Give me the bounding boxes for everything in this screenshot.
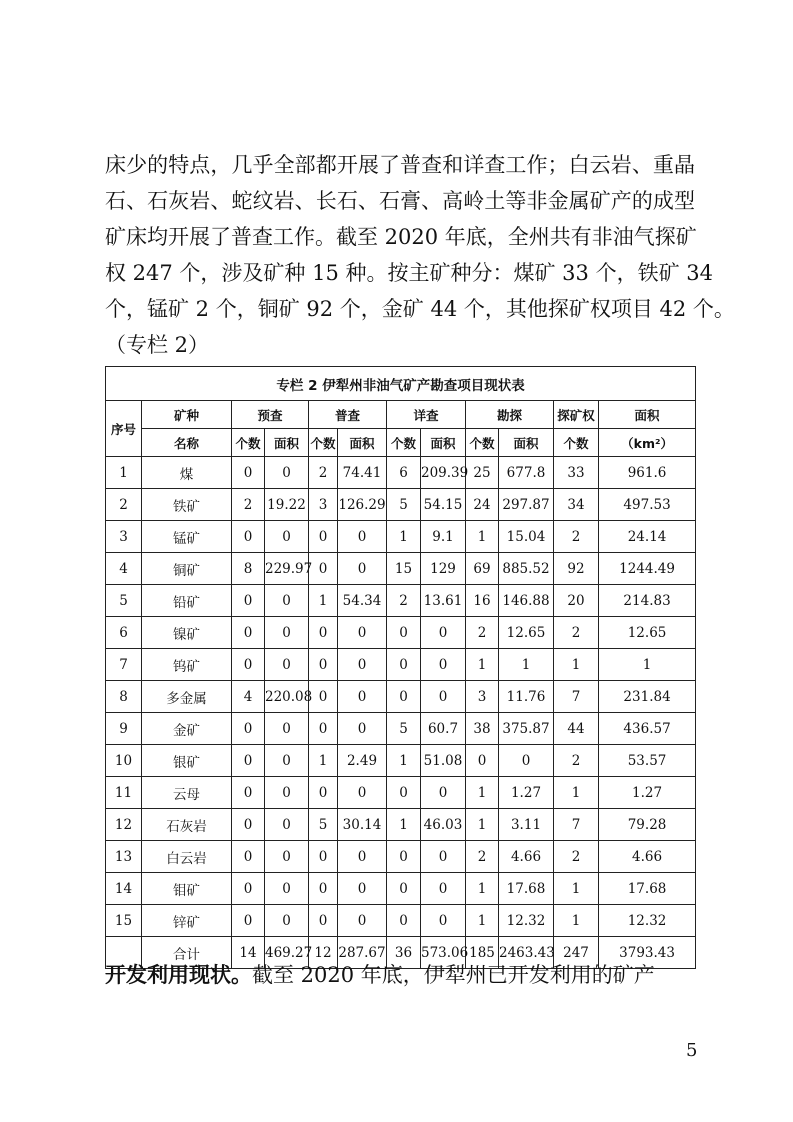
header-count: 个数 (232, 429, 265, 457)
table-cell: 0 (265, 873, 309, 905)
table-cell: 10 (106, 745, 142, 777)
table-cell: 1 (499, 649, 554, 681)
table-cell: 0 (309, 777, 338, 809)
table-cell: 2 (554, 841, 599, 873)
table-cell: 煤 (142, 457, 232, 489)
table-cell: 3 (466, 681, 499, 713)
table-cell: 5 (309, 809, 338, 841)
table-cell: 1 (106, 457, 142, 489)
table-cell: 11 (106, 777, 142, 809)
table-cell: 白云岩 (142, 841, 232, 873)
table-row (106, 809, 696, 841)
table-cell: 44 (554, 713, 599, 745)
table-cell: 375.87 (499, 713, 554, 745)
table-cell: 17.68 (599, 873, 696, 905)
table-cell: 4 (106, 553, 142, 585)
table-cell: 146.88 (499, 585, 554, 617)
table-cell: 4.66 (499, 841, 554, 873)
table-cell: 0 (387, 649, 421, 681)
table-cell: 0 (232, 745, 265, 777)
table-cell: 铁矿 (142, 489, 232, 521)
table-cell: 51.08 (421, 745, 466, 777)
table-cell: 13.61 (421, 585, 466, 617)
table-cell: 8 (232, 553, 265, 585)
header-detailed: 详查 (387, 401, 466, 429)
table-cell: 1 (387, 745, 421, 777)
table-cell: 6 (106, 617, 142, 649)
table-cell: 497.53 (599, 489, 696, 521)
table-row (106, 617, 696, 649)
table-cell: 0 (309, 521, 338, 553)
table-cell: 677.8 (499, 457, 554, 489)
table-cell: 0 (232, 521, 265, 553)
table-cell: 0 (387, 841, 421, 873)
table-row (106, 521, 696, 553)
table-row (106, 745, 696, 777)
table-cell: 石灰岩 (142, 809, 232, 841)
table-cell: 0 (338, 777, 387, 809)
table-row (106, 489, 696, 521)
table-cell: 19.22 (265, 489, 309, 521)
table-cell: 92 (554, 553, 599, 585)
table-cell: 60.7 (421, 713, 466, 745)
table-caption: 专栏 2 伊犁州非油气矿产勘查项目现状表 (106, 367, 696, 401)
table-cell: 0 (232, 777, 265, 809)
table-cell: 1 (309, 585, 338, 617)
table-row (106, 649, 696, 681)
table-cell: 0 (421, 873, 466, 905)
table-cell: 铅矿 (142, 585, 232, 617)
table-cell: 2 (554, 617, 599, 649)
table-cell: 多金属 (142, 681, 232, 713)
table-cell: 24.14 (599, 521, 696, 553)
header-mineral-top: 矿种 (142, 401, 232, 429)
table-cell: 53.57 (599, 745, 696, 777)
table-cell: 0 (265, 585, 309, 617)
paragraph-line: 个，锰矿 2 个，铜矿 92 个，金矿 44 个，其他探矿权项目 42 个。 (105, 297, 735, 321)
table-cell: 7 (554, 681, 599, 713)
table-row (106, 873, 696, 905)
header-area: 面积 (338, 429, 387, 457)
table-cell: 0 (265, 841, 309, 873)
table-cell: 0 (265, 809, 309, 841)
table-cell: 2 (309, 457, 338, 489)
table-cell: 2.49 (338, 745, 387, 777)
header-rights-top: 探矿权 (554, 401, 599, 429)
header-area: 面积 (265, 429, 309, 457)
table-cell: 0 (338, 873, 387, 905)
table-cell: 74.41 (338, 457, 387, 489)
header-mineral-bottom: 名称 (142, 429, 232, 457)
table-cell: 12 (309, 937, 338, 969)
table-cell: 0 (309, 713, 338, 745)
table-cell: 36 (387, 937, 421, 969)
table-cell: 1244.49 (599, 553, 696, 585)
table-cell: 0 (421, 777, 466, 809)
table-cell: 1 (554, 905, 599, 937)
page-number: 5 (686, 1040, 698, 1061)
table-cell: 镍矿 (142, 617, 232, 649)
table-cell: 4.66 (599, 841, 696, 873)
table-cell: 69 (466, 553, 499, 585)
table-cell: 30.14 (338, 809, 387, 841)
table-cell: 0 (387, 777, 421, 809)
header-count: 个数 (309, 429, 338, 457)
table-cell: 钨矿 (142, 649, 232, 681)
section-lead: 开发利用现状。 (105, 963, 252, 987)
table-cell: 银矿 (142, 745, 232, 777)
table-cell: 2 (466, 617, 499, 649)
table-cell: 214.83 (599, 585, 696, 617)
table-cell: 0 (421, 617, 466, 649)
paragraph-line: （专栏 2） (105, 333, 210, 357)
table-cell: 1.27 (499, 777, 554, 809)
table-cell: 9.1 (421, 521, 466, 553)
table-cell: 2 (106, 489, 142, 521)
table-cell: 钼矿 (142, 873, 232, 905)
table-cell: 2 (387, 585, 421, 617)
table-cell: 0 (387, 873, 421, 905)
table-cell: 7 (106, 649, 142, 681)
header-seq: 序号 (106, 401, 142, 457)
table-cell: 0 (265, 745, 309, 777)
table-cell: 46.03 (421, 809, 466, 841)
body-paragraph (105, 147, 735, 363)
table-cell: 0 (338, 553, 387, 585)
header-rights-bottom: 个数 (554, 429, 599, 457)
header-area-top: 面积 (599, 401, 696, 429)
body-paragraph-2 (105, 957, 695, 993)
table-cell: 209.39 (421, 457, 466, 489)
table-cell: 1 (554, 777, 599, 809)
header-area: 面积 (421, 429, 466, 457)
table-cell: 297.87 (499, 489, 554, 521)
table-cell: 15 (387, 553, 421, 585)
table-cell: 0 (338, 617, 387, 649)
mineral-exploration-table (105, 366, 695, 969)
header-count: 个数 (466, 429, 499, 457)
table-cell: 0 (232, 809, 265, 841)
table-cell: 54.15 (421, 489, 466, 521)
table-cell: 2 (554, 745, 599, 777)
table-cell: 231.84 (599, 681, 696, 713)
table-cell: 1 (466, 873, 499, 905)
table-cell: 铜矿 (142, 553, 232, 585)
table-cell: 0 (232, 457, 265, 489)
table-cell: 14 (232, 937, 265, 969)
table-cell: 1 (466, 521, 499, 553)
table-cell: 0 (309, 649, 338, 681)
table-cell: 0 (387, 905, 421, 937)
table-cell: 0 (387, 617, 421, 649)
table-cell: 0 (309, 617, 338, 649)
table-cell: 0 (338, 905, 387, 937)
table-cell: 287.67 (338, 937, 387, 969)
table-row (106, 905, 696, 937)
table-cell: 0 (338, 521, 387, 553)
table-cell: 126.29 (338, 489, 387, 521)
header-exploration: 勘探 (466, 401, 554, 429)
table-row (106, 553, 696, 585)
paragraph-line: 权 247 个，涉及矿种 15 种。按主矿种分：煤矿 33 个，铁矿 34 (105, 261, 713, 285)
table-cell: 0 (232, 585, 265, 617)
table-cell: 0 (309, 553, 338, 585)
header-count: 个数 (387, 429, 421, 457)
table-cell: 34 (554, 489, 599, 521)
table-cell: 1.27 (599, 777, 696, 809)
table-cell: 573.06 (421, 937, 466, 969)
table-row (106, 585, 696, 617)
table-cell: 0 (232, 649, 265, 681)
table-cell: 3.11 (499, 809, 554, 841)
table-cell: 0 (338, 713, 387, 745)
table-row (106, 777, 696, 809)
table-cell: 1 (554, 873, 599, 905)
table-cell: 0 (265, 521, 309, 553)
table-cell: 1 (309, 745, 338, 777)
table-cell: 11.76 (499, 681, 554, 713)
table-cell: 合计 (142, 937, 232, 969)
table-cell: 129 (421, 553, 466, 585)
table-cell: 6 (387, 457, 421, 489)
table-cell: 金矿 (142, 713, 232, 745)
table-cell: 0 (421, 681, 466, 713)
table-cell: 2 (554, 521, 599, 553)
table-cell: 1 (466, 777, 499, 809)
table-cell: 1 (466, 649, 499, 681)
table-cell: 33 (554, 457, 599, 489)
table-cell: 0 (338, 649, 387, 681)
table-cell: 5 (387, 713, 421, 745)
table-cell: 12 (106, 809, 142, 841)
table-cell: 7 (554, 809, 599, 841)
table-cell: 0 (265, 617, 309, 649)
table-cell: 38 (466, 713, 499, 745)
table-cell: 5 (387, 489, 421, 521)
table-cell: 0 (499, 745, 554, 777)
table-cell: 0 (265, 713, 309, 745)
table-cell: 1 (466, 905, 499, 937)
table-cell: 0 (232, 905, 265, 937)
table-cell: 469.27 (265, 937, 309, 969)
table-cell: 4 (232, 681, 265, 713)
table-cell: 12.32 (499, 905, 554, 937)
table-cell: 0 (309, 681, 338, 713)
table-cell: 15.04 (499, 521, 554, 553)
table-cell: 云母 (142, 777, 232, 809)
table-cell: 1 (387, 809, 421, 841)
table-cell: 0 (232, 617, 265, 649)
table-cell: 2 (466, 841, 499, 873)
table-cell: 0 (232, 873, 265, 905)
table-cell: 79.28 (599, 809, 696, 841)
paragraph-line: 床少的特点，几乎全部都开展了普查和详查工作；白云岩、重晶 (105, 153, 695, 177)
table-cell: 14 (106, 873, 142, 905)
table-cell: 0 (421, 841, 466, 873)
table-cell: 0 (466, 745, 499, 777)
table-cell: 436.57 (599, 713, 696, 745)
table-cell: 9 (106, 713, 142, 745)
table-cell: 12.65 (599, 617, 696, 649)
table-cell: 220.08 (265, 681, 309, 713)
table-cell: 25 (466, 457, 499, 489)
table-cell: 20 (554, 585, 599, 617)
table-cell: 3 (309, 489, 338, 521)
table-cell: 0 (265, 649, 309, 681)
paragraph-line: 石、石灰岩、蛇纹岩、长石、石膏、高岭土等非金属矿产的成型 (105, 189, 695, 213)
table-row (106, 457, 696, 489)
header-general: 普查 (309, 401, 387, 429)
table-cell: 13 (106, 841, 142, 873)
header-area-bottom: （km²） (599, 429, 696, 457)
table-cell: 2463.43 (499, 937, 554, 969)
table-cell: 1 (387, 521, 421, 553)
table-cell: 185 (466, 937, 499, 969)
table-cell: 0 (309, 905, 338, 937)
table-cell: 0 (421, 905, 466, 937)
table-cell: 54.34 (338, 585, 387, 617)
table-cell: 0 (387, 681, 421, 713)
table-cell: 24 (466, 489, 499, 521)
table-cell: 8 (106, 681, 142, 713)
table-cell: 1 (599, 649, 696, 681)
table-cell: 0 (421, 649, 466, 681)
header-prelim: 预查 (232, 401, 309, 429)
table-cell: 1 (554, 649, 599, 681)
paragraph-text: 截至 2020 年底，伊犁州已开发利用的矿产 (252, 963, 655, 987)
table-cell: 0 (309, 873, 338, 905)
table-cell: 0 (265, 457, 309, 489)
table-cell: 12.65 (499, 617, 554, 649)
table-cell: 3793.43 (599, 937, 696, 969)
table-cell: 885.52 (499, 553, 554, 585)
table-cell: 961.6 (599, 457, 696, 489)
table-cell: 16 (466, 585, 499, 617)
table-cell: 0 (265, 905, 309, 937)
table-cell: 锰矿 (142, 521, 232, 553)
table-cell: 0 (232, 841, 265, 873)
table-cell: 17.68 (499, 873, 554, 905)
table-cell: 0 (338, 841, 387, 873)
table-cell: 3 (106, 521, 142, 553)
table-cell: 229.97 (265, 553, 309, 585)
header-area: 面积 (499, 429, 554, 457)
table-cell: 15 (106, 905, 142, 937)
table-cell: 2 (232, 489, 265, 521)
table-row (106, 681, 696, 713)
table-cell: 12.32 (599, 905, 696, 937)
table-cell: 0 (232, 713, 265, 745)
paragraph-line: 矿床均开展了普查工作。截至 2020 年底，全州共有非油气探矿 (105, 225, 697, 249)
table-cell: 5 (106, 585, 142, 617)
table-cell: 0 (265, 777, 309, 809)
table-cell: 0 (338, 681, 387, 713)
table-row (106, 841, 696, 873)
table-cell: 0 (309, 841, 338, 873)
table-row (106, 713, 696, 745)
table-cell: 锌矿 (142, 905, 232, 937)
table-cell: 247 (554, 937, 599, 969)
table-cell: 1 (466, 809, 499, 841)
